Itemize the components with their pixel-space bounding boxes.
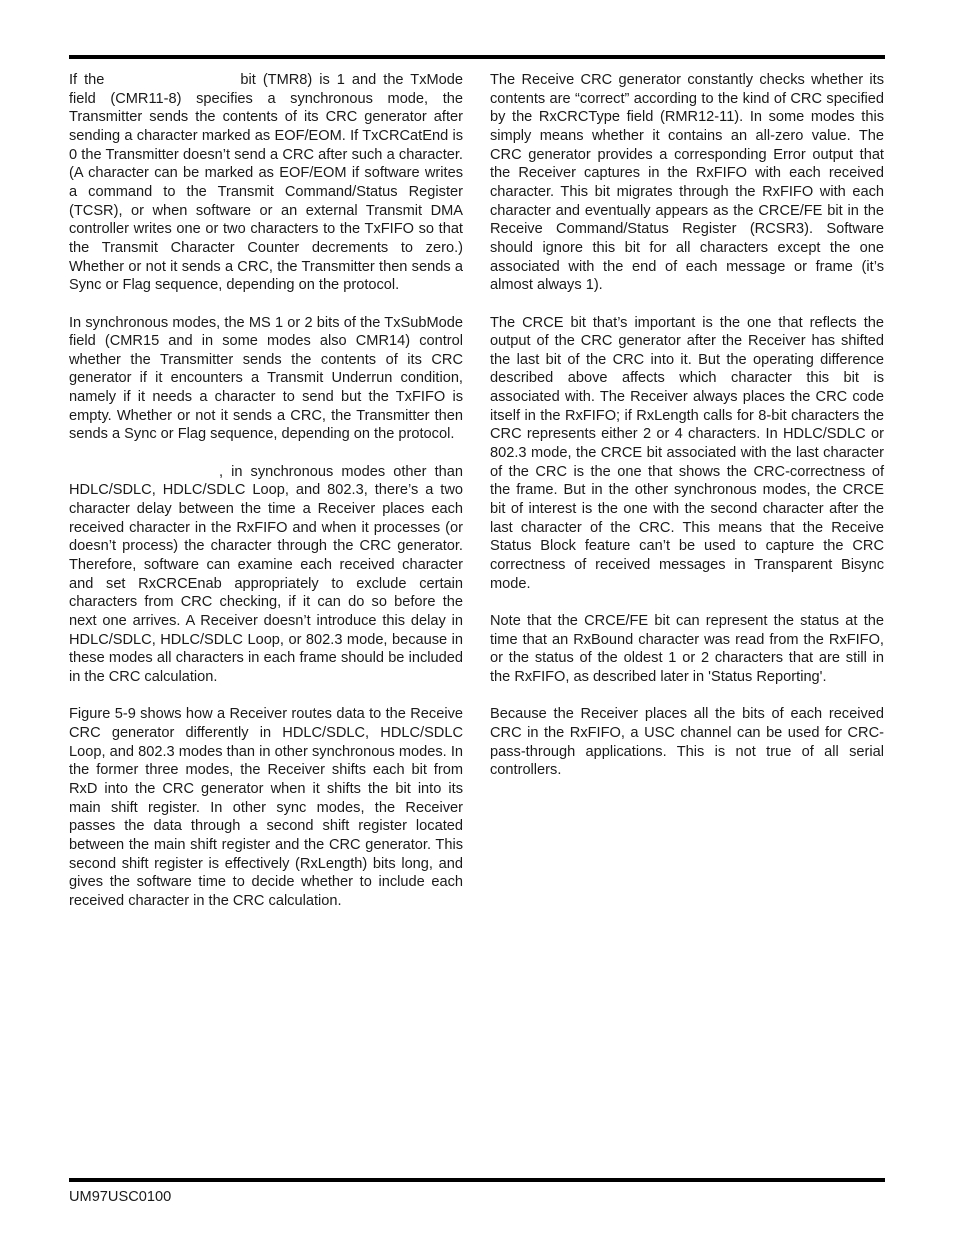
paragraph-crc-checks: The Receive CRC generator constantly checks whether its contents are “correct” according to the kind of CRC specified by the RxCRCType field (RMR12-11). In some modes this simply means whether it contains an all-zero value. The CRC generator provides a corresponding Error output that the Receiver captures in the RxFIFO with each received character. This bit migrates through the RxFIFO with each character and eventually appears as the CRCE/FE bit in the Receive Command/Status Register (RCSR3). Software should ignore this bit for all characters except the one associated with the end of each message or frame (it’s almost always 1).	[490, 72, 884, 294]
header-rule	[69, 55, 885, 59]
paragraph-crce-fe-status: Note that the CRCE/FE bit can represent the status at the time that an RxBound character was read from the RxFIFO, or the status of the oldest 1 or 2 characters that are still in the RxFIFO, as described later in 'Status Reporting'.	[490, 613, 884, 685]
left-column	[69, 71, 463, 929]
paragraph-body: bit (TMR8) is 1 and the TxMode field (CMR11-8) specifies a synchronous mode, the Transmitter sends the contents of its CRC generator after sending a character marked as EOF/EOM. If TxCRCatEnd is 0 the Transmitter doesn’t send a CRC after such a character. (A character can be marked as EOF/EOM if software writes a command to the Transmit Command/Status Register (TCSR), or when software or an external Transmit DMA controller writes one or two characters to the TxFIFO so that the Transmit Character Counter decrements to zero.) Whether or not it sends a CRC, the Transmitter then sends a Sync or Flag sequence, depending on the protocol.	[69, 72, 464, 294]
omitted-term-gap	[104, 83, 240, 84]
right-column	[490, 71, 884, 799]
paragraph-body: , in synchronous modes other than HDLC/SDLC, HDLC/SDLC Loop, and 802.3, there’s a two character delay between the time a Receiver places each received character in the RxFIFO and when it processes (or doesn’t process) the character through the CRC generator. Therefore, software can examine each received character and set RxCRCEnab appropriately to exclude certain characters from CRC checking, if it can do so before the next one arrives. A Receiver doesn’t introduce this delay in HDLC/SDLC, HDLC/SDLC Loop, or 802.3 mode, because in these modes all characters in each frame should be included in the CRC calculation.	[69, 463, 463, 685]
omitted-term-gap	[69, 475, 219, 476]
footer-doc-id: UM97USC0100	[69, 1189, 172, 1205]
paragraph-receiver-delay	[69, 463, 463, 687]
paragraph-tx-crc-at-end	[69, 71, 463, 295]
paragraph-figure-5-9: Figure 5-9 shows how a Receiver routes data to the Receive CRC generator differently in HDLC/SDLC, HDLC/SDLC Loop, and 802.3 modes than in other synchronous modes. In the former three modes, the Receiver shifts each bit from RxD into the CRC generator when it shifts the bit into its main shift register. In other sync modes, the Receiver passes the data through a second shift register located between the main shift register and the CRC generator. This second shift register is effectively (RxLength) bits long, and gives the software time to decide whether to include each received character in the CRC calculation.	[69, 706, 463, 909]
paragraph-tx-submode: In synchronous modes, the MS 1 or 2 bits of the TxSubMode field (CMR15 and in some modes also CMR14) control whether the Transmitter sends the contents of its CRC generator if it encounters a Transmit Underrun condition, namely if it needs a character to send but the TxFIFO is empty. Whether or not it sends a CRC, the Transmitter then sends a Sync or Flag sequence, depending on the protocol.	[69, 314, 463, 443]
paragraph-crce-bit: The CRCE bit that’s important is the one that reflects the output of the CRC generator after the Receiver has shifted the last bit of the CRC into it. But the operating difference described above affects which character this bit is associated with. The Receiver always places the CRC code itself in the RxFIFO; if RxLength calls for 8-bit characters the CRC represents either 2 or 4 characters. In HDLC/SDLC or 802.3 mode, the CRCE bit associated with the last character of the CRC is the one that shows the CRC-correctness of the frame. But in the other synchronous modes, the CRCE bit of interest is the one with the second character after the last character of the CRC. This means that the Receive Status Block feature can’t be used to capture the CRC correctness of received messages in Transparent Bisync mode.	[490, 314, 884, 592]
footer-rule	[69, 1178, 885, 1182]
paragraph-pass-through: Because the Receiver places all the bits of each received CRC in the RxFIFO, a USC channel can be used for CRC-pass-through applications. This is not true of all serial controllers.	[490, 706, 884, 779]
paragraph-lead: If the	[69, 72, 105, 88]
